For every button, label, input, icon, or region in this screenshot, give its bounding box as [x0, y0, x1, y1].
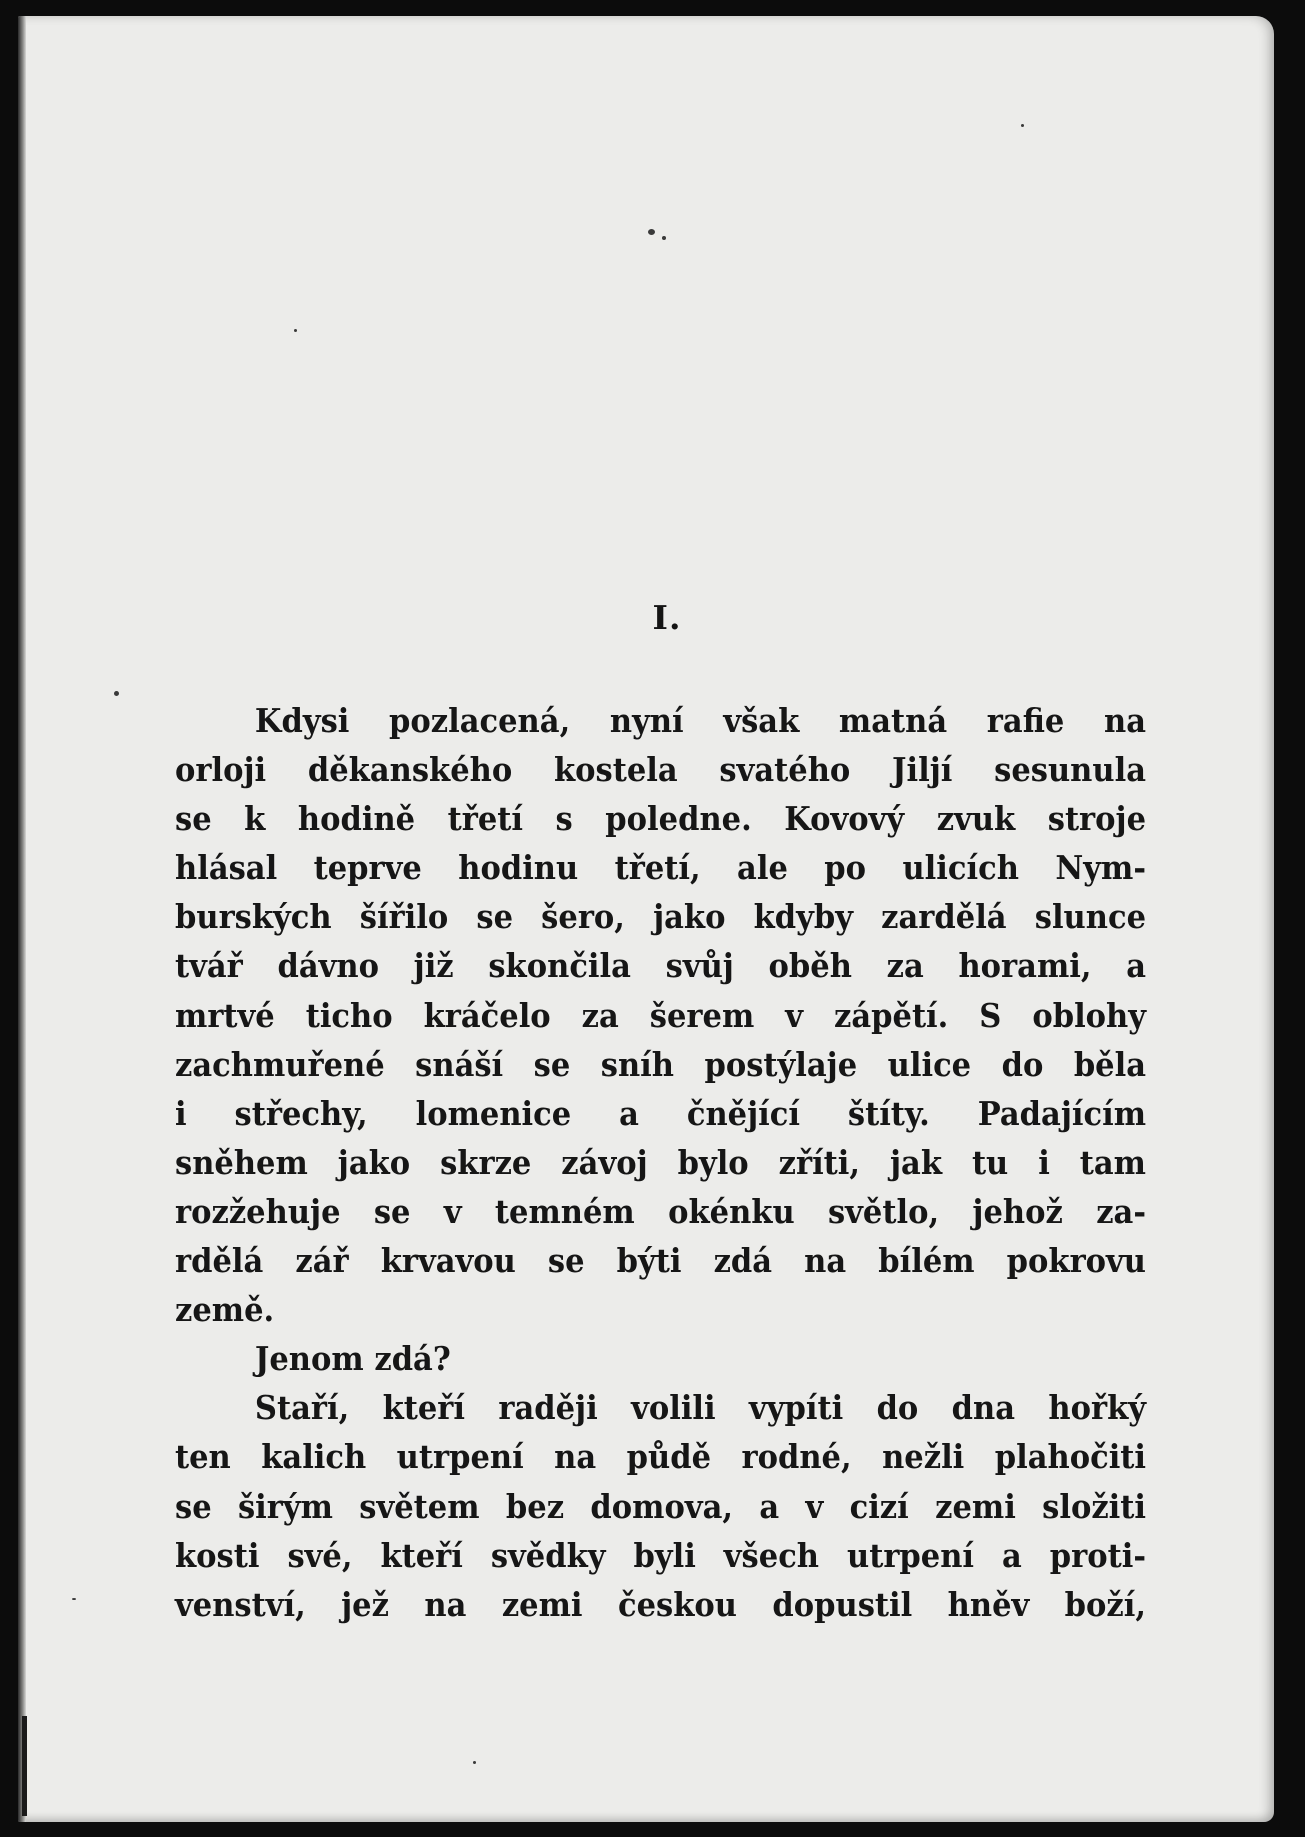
text-line: země. — [175, 1290, 275, 1330]
binding-mark — [22, 1716, 27, 1816]
text-line: venství, jež na zemi českou dopustil hněv boží, — [175, 1584, 1147, 1624]
text-line: burských šířilo se šero, jako kdyby zardělá slunce — [175, 897, 1147, 937]
text-line: i střechy, lomenice a čnějící štíty. Padajícím — [175, 1093, 1147, 1133]
paper-speck — [648, 229, 655, 235]
paper-speck — [114, 691, 119, 696]
text-line: se k hodině třetí s poledne. Kovový zvuk stroje — [175, 799, 1147, 839]
text-line: sněhem jako skrze závoj bylo zříti, jak tu i tam — [175, 1142, 1147, 1182]
text-line: rdělá zář krvavou se býti zdá na bílém pokrovu — [175, 1241, 1147, 1281]
page-spine-edge — [18, 16, 26, 1822]
text-line: Kdysi pozlacená, nyní však matná rafie na — [254, 701, 1147, 740]
text-line: mrtvé ticho kráčelo za šerem v zápětí. S oblohy — [175, 995, 1147, 1035]
paper-speck — [1021, 124, 1024, 127]
text-line: kosti své, kteří svědky byli všech utrpení a proti- — [175, 1535, 1147, 1575]
text-line: se širým světem bez domova, a v cizí zemi složiti — [175, 1486, 1147, 1526]
body-text — [175, 696, 1147, 1629]
chapter-heading: I. — [652, 598, 682, 637]
text-line: tvář dávno již skončila svůj oběh za horami, a — [175, 946, 1147, 986]
paper-speck — [473, 1761, 476, 1764]
paper-speck — [294, 329, 297, 332]
paper-speck — [662, 236, 666, 240]
text-line: Staří, kteří raději volili vypíti do dna hořký — [254, 1388, 1147, 1428]
text-line: ten kalich utrpení na půdě rodné, nežli plahočiti — [175, 1437, 1147, 1477]
text-line: orloji děkanského kostela svatého Jiljí sesunula — [175, 750, 1147, 790]
text-line: rozžehuje se v temném okénku světlo, jehož za- — [175, 1191, 1147, 1231]
text-line: Jenom zdá? — [254, 1339, 451, 1379]
book-page — [18, 16, 1274, 1822]
paper-speck — [72, 1598, 76, 1600]
text-line: zachmuřené snáší se sníh postýlaje ulice do běla — [175, 1044, 1147, 1084]
text-line: hlásal teprve hodinu třetí, ale po ulicích Nym- — [175, 848, 1147, 888]
